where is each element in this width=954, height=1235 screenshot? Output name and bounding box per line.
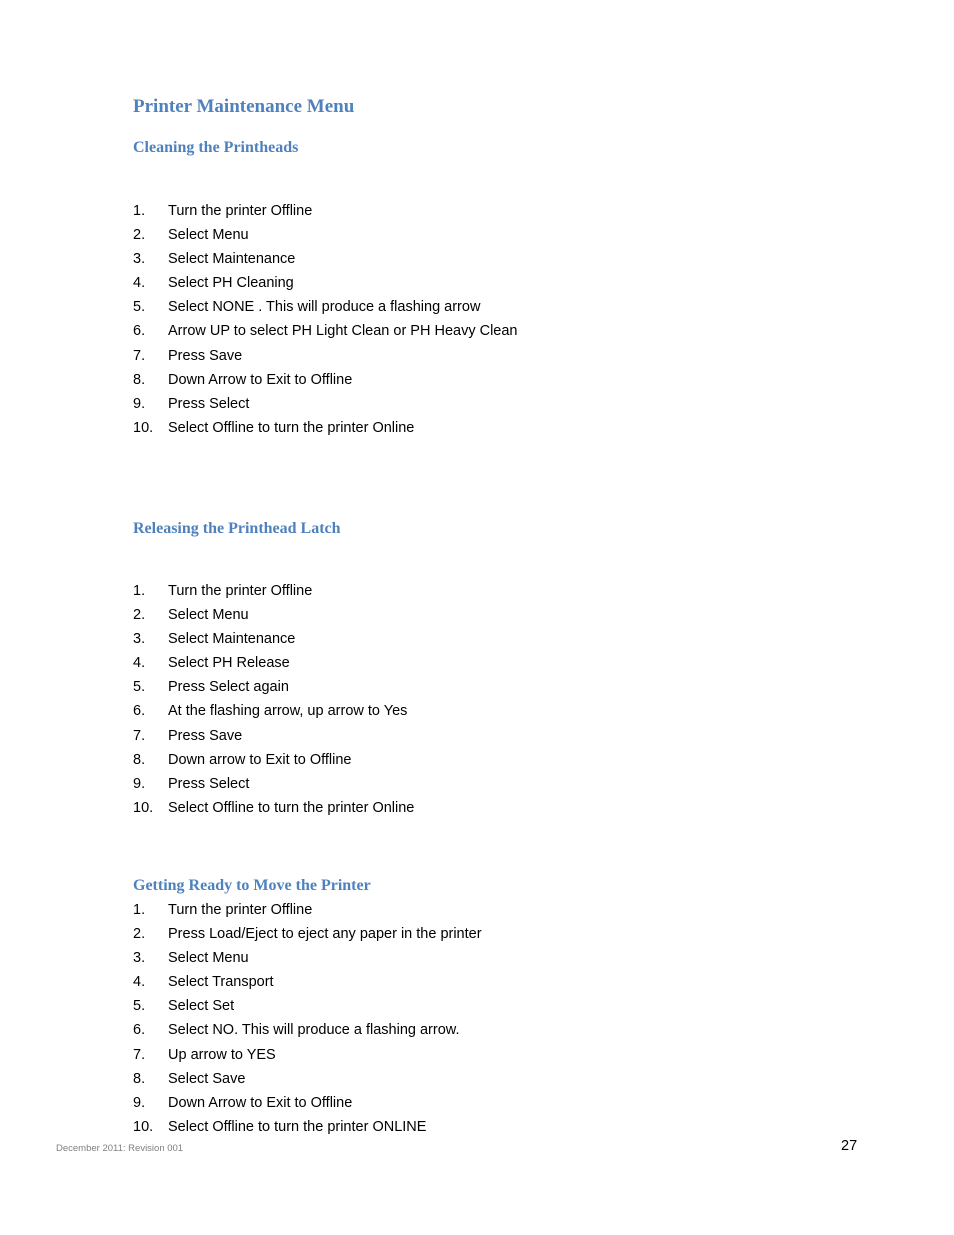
step-text: Turn the printer Offline bbox=[168, 203, 313, 219]
step-text: Select NONE . This will produce a flashing arrow bbox=[168, 299, 481, 316]
step-text: Press Select bbox=[168, 395, 250, 412]
step-text: Select Save bbox=[168, 1070, 246, 1087]
step-text: Press Save bbox=[168, 727, 243, 744]
list-item bbox=[133, 946, 482, 970]
page-title: Printer Maintenance Menu bbox=[133, 96, 355, 117]
step-text: Select Transport bbox=[168, 974, 274, 991]
step-text: Arrow UP to select PH Light Clean or PH Heavy Clean bbox=[168, 323, 518, 340]
list-item bbox=[133, 416, 518, 440]
step-number: 9. bbox=[133, 1094, 146, 1111]
list-item bbox=[133, 922, 482, 946]
step-number: 3. bbox=[133, 251, 146, 268]
step-text: Press Save bbox=[168, 347, 243, 364]
step-text: Press Load/Eject to eject any paper in the printer bbox=[168, 926, 482, 943]
step-text: Select Offline to turn the printer Online bbox=[168, 419, 415, 436]
step-number: 1. bbox=[133, 583, 146, 599]
list-item bbox=[133, 247, 518, 271]
step-number: 5. bbox=[133, 299, 146, 316]
step-text: Press Select bbox=[168, 775, 250, 792]
list-item bbox=[133, 651, 414, 675]
step-number: 8. bbox=[133, 371, 146, 388]
step-number: 8. bbox=[133, 1070, 146, 1087]
step-text: Turn the printer Offline bbox=[168, 902, 313, 918]
page-number: 27 bbox=[841, 1138, 858, 1154]
list-item bbox=[133, 627, 414, 651]
list-item bbox=[133, 1115, 482, 1139]
list-item bbox=[133, 603, 414, 627]
step-number: 3. bbox=[133, 950, 146, 967]
step-number: 8. bbox=[133, 751, 146, 768]
step-text: Up arrow to YES bbox=[168, 1046, 276, 1063]
cleaning-steps-list bbox=[133, 199, 518, 440]
step-text: Down Arrow to Exit to Offline bbox=[168, 371, 353, 388]
list-item bbox=[133, 1091, 482, 1115]
list-item bbox=[133, 1043, 482, 1067]
step-number: 6. bbox=[133, 323, 146, 340]
list-item bbox=[133, 1067, 482, 1091]
step-number: 2. bbox=[133, 926, 146, 943]
step-text: Select PH Release bbox=[168, 655, 290, 672]
list-item bbox=[133, 970, 482, 994]
step-number: 6. bbox=[133, 703, 146, 720]
step-text: Select Set bbox=[168, 998, 235, 1015]
list-item bbox=[133, 994, 482, 1018]
step-text: Select Menu bbox=[168, 227, 249, 244]
step-number: 5. bbox=[133, 679, 146, 696]
list-item bbox=[133, 392, 518, 416]
list-item bbox=[133, 724, 414, 748]
list-item bbox=[133, 699, 414, 723]
step-number: 9. bbox=[133, 395, 146, 412]
list-item bbox=[133, 796, 414, 820]
step-text: Down Arrow to Exit to Offline bbox=[168, 1094, 353, 1111]
list-item bbox=[133, 223, 518, 247]
step-text: Select Maintenance bbox=[168, 251, 296, 268]
step-text: Down arrow to Exit to Offline bbox=[168, 751, 352, 768]
step-number: 2. bbox=[133, 607, 146, 624]
step-text: Select Menu bbox=[168, 950, 249, 967]
step-number: 7. bbox=[133, 347, 146, 364]
release-latch-steps-list bbox=[133, 579, 414, 820]
step-text: Select Menu bbox=[168, 607, 249, 624]
step-text: Select Maintenance bbox=[168, 631, 296, 648]
step-number: 9. bbox=[133, 775, 146, 792]
list-item bbox=[133, 199, 518, 223]
step-number: 7. bbox=[133, 1046, 146, 1063]
footer-revision: December 2011: Revision 001 bbox=[56, 1143, 184, 1154]
step-text: At the flashing arrow, up arrow to Yes bbox=[168, 703, 408, 720]
step-number: 3. bbox=[133, 631, 146, 648]
list-item bbox=[133, 271, 518, 295]
list-item bbox=[133, 772, 414, 796]
list-item bbox=[133, 675, 414, 699]
list-item bbox=[133, 1018, 482, 1042]
section-heading-releasing-printhead-latch: Releasing the Printhead Latch bbox=[133, 520, 341, 537]
step-number: 1. bbox=[133, 902, 146, 918]
move-printer-steps-list bbox=[133, 898, 482, 1139]
step-number: 4. bbox=[133, 974, 146, 991]
list-item bbox=[133, 368, 518, 392]
step-number: 10. bbox=[133, 419, 154, 436]
list-item bbox=[133, 319, 518, 343]
step-number: 1. bbox=[133, 203, 146, 219]
step-text: Select Offline to turn the printer ONLINE bbox=[168, 1118, 427, 1135]
step-number: 4. bbox=[133, 655, 146, 672]
list-item bbox=[133, 295, 518, 319]
step-text: Press Select again bbox=[168, 679, 289, 696]
step-number: 10. bbox=[133, 799, 154, 816]
list-item bbox=[133, 579, 414, 603]
step-text: Turn the printer Offline bbox=[168, 583, 313, 599]
step-text: Select Offline to turn the printer Online bbox=[168, 799, 415, 816]
step-number: 2. bbox=[133, 227, 146, 244]
step-text: Select NO. This will produce a flashing arrow. bbox=[168, 1022, 460, 1039]
list-item bbox=[133, 898, 482, 922]
step-number: 4. bbox=[133, 275, 146, 292]
step-number: 5. bbox=[133, 998, 146, 1015]
section-heading-cleaning-printheads: Cleaning the Printheads bbox=[133, 139, 299, 156]
step-number: 10. bbox=[133, 1118, 154, 1135]
step-number: 6. bbox=[133, 1022, 146, 1039]
section-heading-move-printer: Getting Ready to Move the Printer bbox=[133, 877, 371, 894]
step-text: Select PH Cleaning bbox=[168, 275, 294, 292]
list-item bbox=[133, 344, 518, 368]
list-item bbox=[133, 748, 414, 772]
step-number: 7. bbox=[133, 727, 146, 744]
